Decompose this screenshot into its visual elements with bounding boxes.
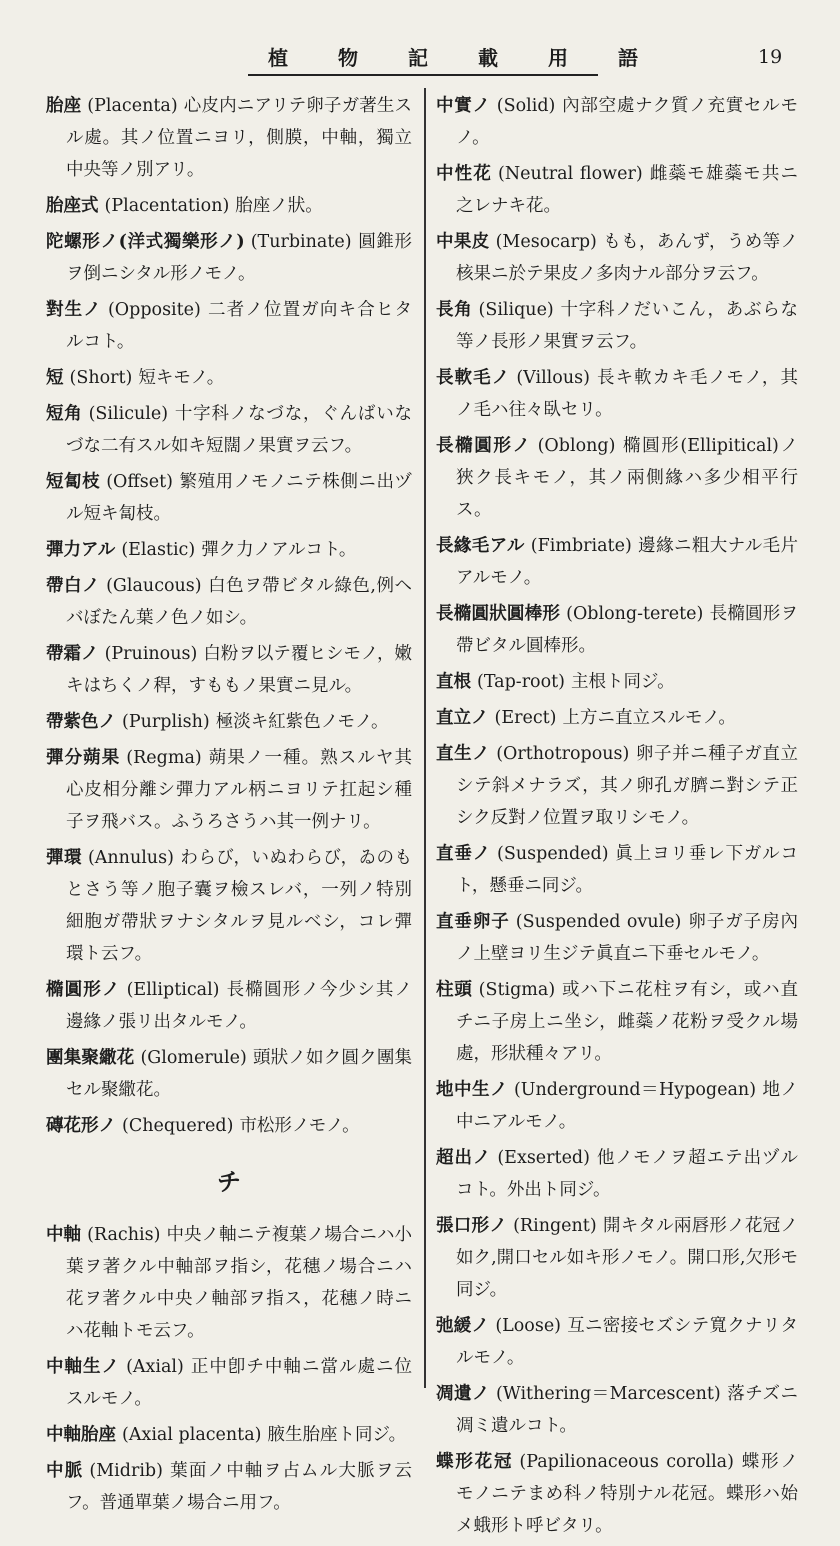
glossary-entry [436, 838, 798, 902]
entry-term: 短角 [46, 404, 83, 424]
glossary-entry [436, 906, 798, 970]
entry-term: 帶白ノ [46, 576, 101, 596]
left-column [46, 90, 412, 1523]
glossary-entry [436, 430, 798, 526]
entry-latin-name: (Underground＝Hypogean) [513, 1080, 757, 1100]
entry-term: 中脈 [46, 1461, 84, 1481]
entry-latin-name: (Chequered) [122, 1116, 234, 1136]
entry-term: 磚花形ノ [46, 1116, 116, 1136]
entry-term: 胎座 [46, 96, 82, 116]
entry-term: 超出ノ [436, 1148, 492, 1168]
entry-term: 團集聚繖花 [46, 1048, 135, 1068]
glossary-entry [436, 158, 798, 222]
glossary-entry [436, 90, 798, 154]
entry-term: 地中生ノ [436, 1080, 508, 1100]
entry-definition: 白粉ヲ以テ覆ヒシモノ，嫩キはちくノ稈，すももノ果實ニ見ル。 [66, 644, 412, 696]
glossary-entry [436, 1210, 798, 1306]
entry-term: 蝶形花冠 [436, 1452, 514, 1472]
entry-definition: 蒴果ノ一種。熟スルヤ其心皮相分離シ彈力アル柄ニヨリテ扛起シ種子ヲ飛バス。ふうろさうハ其一例ナリ。 [66, 748, 413, 832]
entry-definition: 中央ノ軸ニテ複葉ノ場合ニハ小葉ヲ著クル中軸部ヲ指シ，花穗ノ場合ニハ花ヲ著クル中央ノ軸部ヲ指ス，花穗ノ時ニハ花軸トモ云フ。 [66, 1225, 413, 1341]
glossary-entry [436, 294, 798, 358]
entry-term: 中軸 [46, 1225, 82, 1245]
glossary-entry [46, 294, 412, 358]
entry-term: 長緣毛アル [436, 536, 525, 556]
entry-term: 中性花 [436, 164, 492, 184]
entry-term: 柱頭 [436, 980, 473, 1000]
glossary-entry [436, 226, 798, 290]
entry-latin-name: (Fimbriate) [530, 536, 632, 556]
entry-definition: もも，あんず，うめ等ノ核果ニ於テ果皮ノ多肉ナル部分ヲ云フ。 [456, 232, 798, 284]
glossary-entry [46, 190, 412, 222]
entry-definition: 主根ト同ジ。 [571, 672, 675, 692]
entry-definition: 地ノ中ニアルモノ。 [456, 1080, 799, 1132]
entry-latin-name: (Suspended ovule) [515, 912, 682, 932]
entry-definition: 繁殖用ノモノニテ株側ニ出ヅル短キ匐枝。 [66, 472, 413, 524]
glossary-entry [46, 570, 412, 634]
glossary-entry [46, 1455, 412, 1519]
entry-definition: 胎座ノ狀。 [235, 196, 323, 216]
entry-definition: 雌蘂モ雄蘂モ共ニ之レナキ花。 [456, 164, 799, 216]
entry-latin-name: (Turbinate) [250, 232, 352, 252]
entry-definition: 長橢圓形ヲ帶ビタル圓棒形。 [456, 604, 799, 656]
entry-term: 弛緩ノ [436, 1316, 490, 1336]
entry-term: 中實ノ [436, 96, 491, 116]
entry-term: 凋遺ノ [436, 1384, 490, 1404]
glossary-entry [436, 738, 798, 834]
entry-definition: 橢圓形(Ellipitical)ノ狹ク長キモノ，其ノ兩側緣ハ多少相平行ス。 [456, 436, 799, 520]
entry-definition: 他ノモノヲ超エテ出ヅルコト。外出ト同ジ。 [456, 1148, 799, 1200]
entry-latin-name: (Axial placenta) [122, 1425, 262, 1445]
entry-latin-name: (Oblong) [537, 436, 616, 456]
entry-latin-name: (Opposite) [107, 300, 201, 320]
entry-latin-name: (Silique) [478, 300, 554, 320]
entry-latin-name: (Regma) [126, 748, 202, 768]
glossary-entry [46, 90, 412, 186]
entry-term: 直垂ノ [436, 844, 492, 864]
section-heading: チ [217, 1167, 241, 1196]
entry-definition: 白色ヲ帶ビタル綠色,例ヘバぼたん葉ノ色ノ如シ。 [66, 576, 413, 628]
entry-term: 直垂卵子 [436, 912, 510, 932]
glossary-entry [46, 842, 412, 970]
glossary-entry [436, 974, 798, 1070]
entry-latin-name: (Glaucous) [106, 576, 202, 596]
entry-term: 短匐枝 [46, 472, 101, 492]
entry-latin-name: (Purplish) [122, 712, 210, 732]
entry-term: 對生ノ [46, 300, 102, 320]
entry-latin-name: (Glomerule) [140, 1048, 247, 1068]
glossary-entry [46, 974, 412, 1038]
entry-latin-name: (Placentation) [104, 196, 230, 216]
entry-term: 中軸生ノ [46, 1357, 121, 1377]
entry-term: 陀螺形ノ(洋式獨樂形ノ) [46, 232, 245, 252]
entry-term: 胎座式 [46, 196, 99, 216]
glossary-entry [46, 1110, 412, 1142]
glossary-entry [46, 1419, 412, 1451]
entry-definition: 彈ク力ノアルコト。 [201, 540, 357, 560]
entry-latin-name: (Erect) [494, 708, 557, 728]
entry-latin-name: (Loose) [495, 1316, 561, 1336]
running-title: 植物記載用語 [268, 46, 688, 70]
entry-definition: 市松形ノモノ。 [239, 1116, 360, 1136]
entry-list [436, 90, 798, 1542]
entry-definition: 正中卽チ中軸ニ當ル處ニ位スルモノ。 [66, 1357, 413, 1409]
glossary-entry [46, 1219, 412, 1347]
entry-definition: 互ニ密接セズシテ寬クナリタルモノ。 [456, 1316, 799, 1368]
entry-latin-name: (Suspended) [497, 844, 609, 864]
entry-definition: 內部空處ナク質ノ充實セルモノ。 [456, 96, 798, 148]
entry-term: 長橢圓形ノ [436, 436, 532, 456]
glossary-entry [46, 1351, 412, 1415]
entry-term: 長軟毛ノ [436, 368, 511, 388]
glossary-entry [46, 638, 412, 702]
glossary-entry [436, 1446, 798, 1542]
entry-definition: 二者ノ位置ガ向キ合ヒタルコト。 [66, 300, 413, 352]
entry-term: 中軸胎座 [46, 1425, 116, 1445]
entry-latin-name: (Withering＝Marcescent) [495, 1384, 721, 1404]
entry-term: 長角 [436, 300, 473, 320]
entry-definition: 卵子ガ子房內ノ上壁ヨリ生ジテ眞直ニ下垂セルモノ。 [456, 912, 799, 964]
glossary-entry [436, 1074, 798, 1138]
entry-latin-name: (Annulus) [87, 848, 174, 868]
glossary-entry [46, 534, 412, 566]
entry-definition: 極淡キ紅紫色ノモノ。 [215, 712, 389, 732]
entry-definition: 頭狀ノ如ク圓ク團集セル聚繖花。 [66, 1048, 413, 1100]
entry-latin-name: (Exserted) [497, 1148, 590, 1168]
entry-definition: 落チズニ凋ミ遺ルコト。 [456, 1384, 798, 1436]
right-column [436, 90, 798, 1546]
entry-definition: 眞上ヨリ垂レ下ガルコト，懸垂ニ同ジ。 [456, 844, 799, 896]
glossary-entry [436, 530, 798, 594]
entry-term: 短 [46, 368, 64, 388]
entry-definition: 腋生胎座ト同ジ。 [267, 1425, 407, 1445]
column-divider [424, 88, 426, 1388]
entry-definition: 蝶形ノモノニテまめ科ノ特別ナル花冠。蝶形ハ始メ蛾形ト呼ビタリ。 [456, 1452, 799, 1536]
entry-latin-name: (Pruinous) [104, 644, 198, 664]
entry-term: 彈環 [46, 848, 82, 868]
entry-definition: 心皮内ニアリテ卵子ガ著生スル處。其ノ位置ニヨリ，側膜，中軸，獨立中央等ノ別アリ。 [66, 96, 413, 180]
glossary-entry [436, 362, 798, 426]
entry-definition: 短キモノ。 [138, 368, 225, 388]
entry-definition: わらび，いぬわらび，ゐのもとさう等ノ胞子囊ヲ檢スレバ，一列ノ特別細胞ガ帶狀ヲナシタルヲ見ルベシ，コレ彈環ト云フ。 [66, 848, 413, 964]
glossary-entry [46, 398, 412, 462]
glossary-entry [436, 1378, 798, 1442]
entry-definition: 卵子并ニ種子ガ直立シテ斜メナラズ，其ノ卵孔ガ臍ニ對シテ正シク反對ノ位置ヲ取リシモノ。 [456, 744, 799, 828]
entry-latin-name: (Neutral flower) [498, 164, 643, 184]
entry-latin-name: (Tap-root) [477, 672, 565, 692]
entry-latin-name: (Short) [69, 368, 133, 388]
entry-definition: 圓錐形ヲ倒ニシタル形ノモノ。 [66, 232, 413, 284]
entry-latin-name: (Oblong-terete) [566, 604, 704, 624]
entry-latin-name: (Elastic) [121, 540, 196, 560]
entry-definition: 開キタル兩唇形ノ花冠ノ如ク,開口セル如キ形ノモノ。開口形,欠形モ同ジ。 [456, 1216, 799, 1300]
entry-latin-name: (Mesocarp) [495, 232, 597, 252]
entry-term: 直生ノ [436, 744, 491, 764]
entry-latin-name: (Solid) [496, 96, 556, 116]
glossary-entry [46, 742, 412, 838]
glossary-entry [436, 1310, 798, 1374]
page-header [0, 0, 840, 80]
entry-term: 張口形ノ [436, 1216, 508, 1236]
glossary-entry [436, 1142, 798, 1206]
entry-term: 長橢圓狀圓棒形 [436, 604, 561, 624]
entry-definition: 長橢圓形ノ今少シ其ノ邊緣ノ張リ出タルモノ。 [66, 980, 413, 1032]
header-rule [248, 74, 598, 76]
entry-term: 中果皮 [436, 232, 490, 252]
glossary-entry [46, 1042, 412, 1106]
entry-term: 橢圓形ノ [46, 980, 121, 1000]
entry-definition: 葉面ノ中軸ヲ占ムル大脈ヲ云フ。普通單葉ノ場合ニ用フ。 [66, 1461, 413, 1513]
glossary-entry [436, 666, 798, 698]
entry-latin-name: (Axial) [126, 1357, 184, 1377]
entry-term: 帶紫色ノ [46, 712, 116, 732]
entry-latin-name: (Rachis) [87, 1225, 161, 1245]
entry-latin-name: (Silicule) [88, 404, 169, 424]
glossary-entry [46, 226, 412, 290]
entry-latin-name: (Placenta) [87, 96, 178, 116]
entry-list [46, 1219, 412, 1519]
entry-list [46, 90, 412, 1142]
entry-latin-name: (Ringent) [513, 1216, 597, 1236]
entry-definition: 邊緣ニ粗大ナル毛片アルモノ。 [456, 536, 798, 588]
glossary-entry [436, 598, 798, 662]
glossary-entry [46, 706, 412, 738]
entry-latin-name: (Midrib) [89, 1461, 163, 1481]
page-number: 19 [758, 46, 783, 68]
entry-latin-name: (Elliptical) [126, 980, 220, 1000]
glossary-entry [46, 466, 412, 530]
glossary-entry [46, 362, 412, 394]
glossary-entry [436, 702, 798, 734]
entry-definition: 或ハ下ニ花柱ヲ有シ，或ハ直チニ子房上ニ坐シ，雌蘂ノ花粉ヲ受クル場處，形狀種々アリ。 [456, 980, 798, 1064]
entry-term: 帶霜ノ [46, 644, 99, 664]
entry-definition: 長キ軟カキ毛ノモノ，其ノ毛ハ往々臥セリ。 [456, 368, 799, 420]
entry-term: 直根 [436, 672, 471, 692]
entry-definition: 上方ニ直立スルモノ。 [562, 708, 736, 728]
entry-latin-name: (Stigma) [478, 980, 556, 1000]
entry-latin-name: (Villous) [516, 368, 590, 388]
entry-term: 直立ノ [436, 708, 489, 728]
entry-latin-name: (Offset) [106, 472, 173, 492]
entry-term: 彈分蒴果 [46, 748, 121, 768]
entry-latin-name: (Papilionaceous corolla) [519, 1452, 734, 1472]
entry-term: 彈力アル [46, 540, 116, 560]
entry-definition: 十字科ノなづな，ぐんばいなづな二有スル如キ短闊ノ果實ヲ云フ。 [66, 404, 413, 456]
entry-latin-name: (Orthotropous) [496, 744, 630, 764]
entry-definition: 十字科ノだいこん，あぶらな等ノ長形ノ果實ヲ云フ。 [456, 300, 798, 352]
